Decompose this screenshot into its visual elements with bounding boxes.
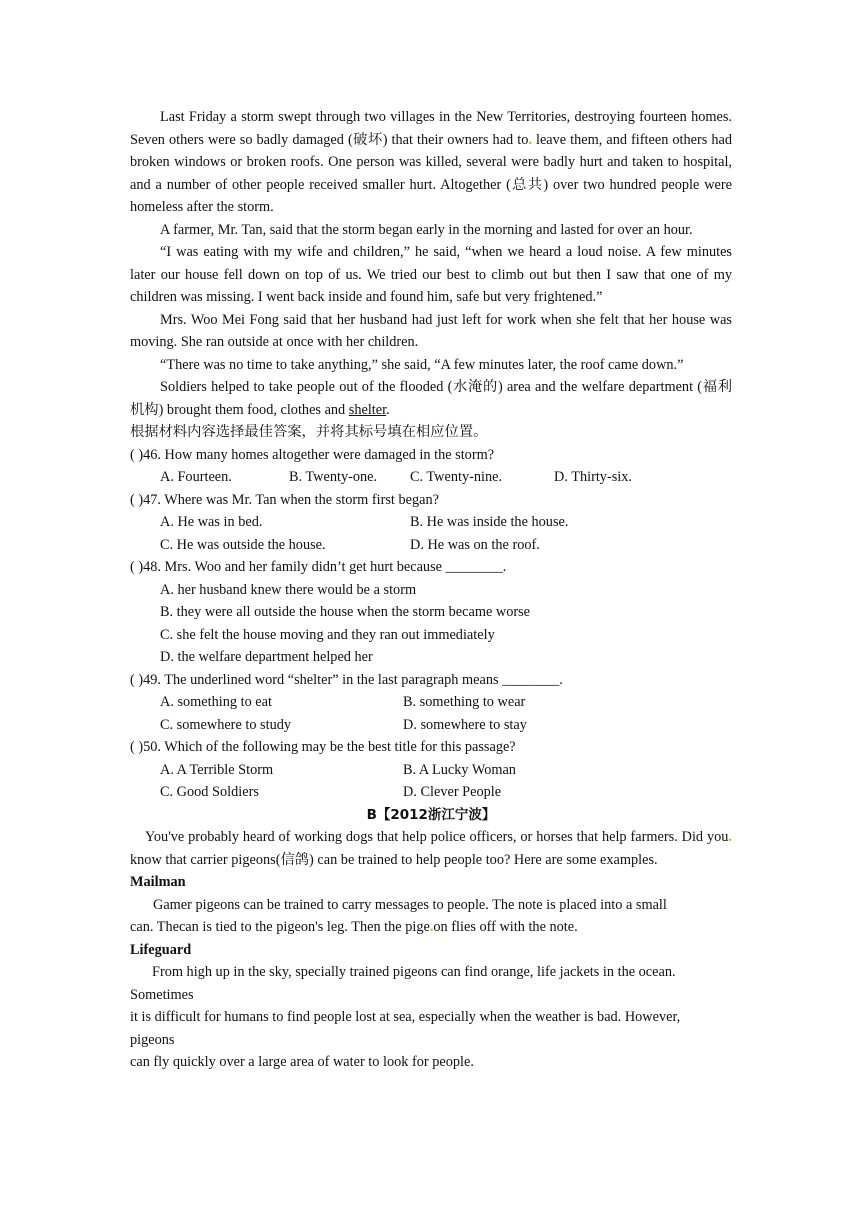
- options-46: [130, 466, 732, 489]
- lifeguard-line-1: From high up in the sky, specially trained pigeons can find orange, life jackets in the ocean.: [152, 964, 676, 980]
- passage-paragraph-6: [130, 376, 732, 421]
- text: on flies off with the note.: [433, 919, 578, 935]
- option-50-c: C. Good Soldiers: [160, 784, 259, 800]
- document-page: [130, 106, 732, 1074]
- lifeguard-line-3: it is difficult for humans to find people lost at sea, especially when the weather is bad. However,: [130, 1009, 681, 1025]
- options-47-row1: [130, 511, 732, 534]
- passage-paragraph-4: Mrs. Woo Mei Fong said that her husband had just left for work when she felt that her house was moving. She ran outside at once with her children.: [130, 311, 732, 350]
- option-50-a: A. A Terrible Storm: [160, 761, 274, 778]
- option-46-d: D. Thirty-six.: [554, 469, 632, 485]
- option-46-b: B. Twenty-one.: [289, 469, 378, 485]
- section-b-intro: [130, 826, 732, 871]
- options-47-row2: [130, 534, 732, 557]
- section-b-title: B【2012浙江宁波】: [366, 806, 496, 823]
- options-50-row1: [130, 759, 732, 782]
- orange-dot-mark: .: [528, 131, 532, 148]
- mailman-heading: Mailman: [130, 874, 186, 890]
- option-48-b: B. they were all outside the house when the storm became worse: [160, 604, 531, 620]
- option-50-b: B. A Lucky Woman: [403, 761, 516, 778]
- option-49-a: A. something to eat: [160, 694, 272, 710]
- option-49-d: D. somewhere to stay: [403, 716, 527, 733]
- option-49-b: B. something to wear: [403, 694, 526, 710]
- option-47-c: C. He was outside the house.: [160, 536, 326, 553]
- orange-dot-mark: .: [728, 829, 732, 845]
- underlined-word-shelter: shelter: [348, 401, 387, 418]
- text: Soldiers helped to take people out of the flooded (水淹的) area and the welfare department (福利机构) brought them food, clothes and: [130, 379, 732, 418]
- text: You've probably heard of working dogs that help police officers, or horses that help farmers. Did you: [145, 829, 729, 845]
- text: .: [386, 401, 390, 418]
- option-48-a: A. her husband knew there would be a storm: [160, 581, 417, 598]
- question-48: ( )48. Mrs. Woo and her family didn’t get hurt because ________.: [130, 559, 507, 575]
- option-47-b: B. He was inside the house.: [410, 514, 569, 530]
- question-46: ( )46. How many homes altogether were damaged in the storm?: [130, 446, 495, 463]
- question-50: ( )50. Which of the following may be the best title for this passage?: [130, 739, 516, 755]
- text: Last Friday a storm swept through two villages in the New Territories, destroying fourteen homes. Seven others were so badly damaged (破坏) that their owners had to: [130, 109, 732, 148]
- text: leave them, and fifteen others had broken windows or broken roofs. One person was killed, several were badly hurt and taken to hospital, and a number of other people received smaller hurt. Altogether (总共) over two hundred people were homeless after the storm.: [130, 131, 733, 215]
- option-46-c: C. Twenty-nine.: [410, 469, 503, 485]
- question-47: ( )47. Where was Mr. Tan when the storm first began?: [130, 491, 439, 508]
- instruction-line: 根据材料内容选择最佳答案，并将其标号填在相应位置。: [130, 424, 488, 440]
- passage-paragraph-1: [130, 106, 732, 219]
- option-50-d: D. Clever People: [403, 784, 502, 800]
- option-49-c: C. somewhere to study: [160, 716, 292, 733]
- lifeguard-line-2: Sometimes: [130, 986, 194, 1003]
- option-47-d: D. He was on the roof.: [410, 536, 540, 553]
- option-48-d: D. the welfare department helped her: [160, 649, 373, 665]
- mailman-line-1: Gamer pigeons can be trained to carry messages to people. The note is placed into a small: [153, 896, 667, 913]
- options-49-row1: [130, 691, 732, 714]
- lifeguard-line-5: can fly quickly over a large area of water to look for people.: [130, 1054, 474, 1070]
- passage-paragraph-2: A farmer, Mr. Tan, said that the storm began early in the morning and lasted for over an hour.: [160, 221, 693, 238]
- options-50-row2: [130, 781, 732, 804]
- orange-dot-mark: .: [429, 919, 434, 935]
- option-47-a: A. He was in bed.: [160, 514, 263, 530]
- mailman-line-2: [130, 916, 732, 939]
- question-49: ( )49. The underlined word “shelter” in the last paragraph means ________.: [130, 671, 563, 688]
- option-46-a: A. Fourteen.: [160, 469, 232, 485]
- text: can. Thecan is tied to the pigeon's leg. Then the pige: [130, 919, 430, 935]
- option-48-c: C. she felt the house moving and they ran out immediately: [160, 626, 495, 643]
- passage-paragraph-3: “I was eating with my wife and children,” he said, “when we heard a loud noise. A few minutes later our house fell down on top of us. We tried our best to climb out but then I saw that one of my children was missing. I went back inside and found him, safe but very frightened.”: [130, 244, 732, 305]
- passage-paragraph-5: “There was no time to take anything,” she said, “A few minutes later, the roof came down.”: [160, 356, 684, 373]
- lifeguard-heading: Lifeguard: [130, 941, 192, 958]
- lifeguard-line-4: pigeons: [130, 1031, 175, 1048]
- text: know that carrier pigeons(信鸽) can be trained to help people too? Here are some examples.: [130, 851, 658, 868]
- options-49-row2: [130, 714, 732, 737]
